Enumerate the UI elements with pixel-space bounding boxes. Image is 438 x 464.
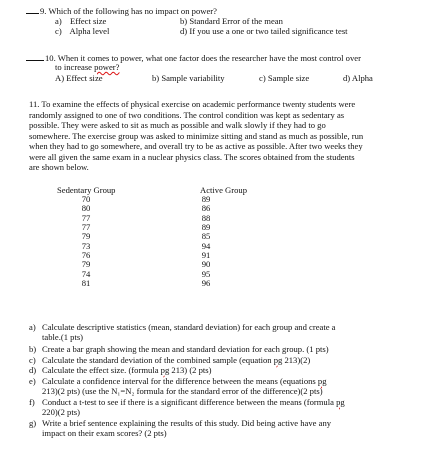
active-score: 91 (201, 250, 211, 261)
q9-option-c (55, 26, 109, 36)
question-10-line2 (55, 62, 119, 72)
part-f-letter: f) (29, 397, 35, 407)
answer-blank[interactable] (26, 52, 44, 61)
q11-line: are shown below. (29, 162, 89, 172)
q9-option-d (180, 26, 348, 36)
option-text: Alpha level (69, 26, 110, 36)
sedentary-score: 81 (81, 278, 91, 289)
q10-option-d (343, 73, 373, 83)
question-text: When it comes to power, what one factor does the researcher have the most control over (57, 53, 361, 63)
part-a-line1: Calculate descriptive statistics (mean, standard deviation) for each group and create a (42, 322, 336, 332)
question-number: 9. (40, 6, 47, 16)
active-score: 90 (201, 259, 211, 270)
option-text: Standard Error of the mean (189, 16, 283, 26)
question-text: to increase (55, 62, 95, 72)
part-c-letter: c) (29, 355, 36, 365)
question-number: 10. (45, 53, 56, 63)
option-text: Effect size (66, 73, 103, 83)
q10-option-a (55, 73, 103, 83)
active-header: Active Group (200, 185, 248, 195)
option-text: If you use a one or two tailed significance test (189, 26, 348, 36)
spellcheck-word: pg (336, 397, 345, 407)
sedentary-score: 76 (81, 250, 91, 261)
option-text: Alpha (351, 73, 373, 83)
q11-line: were all given the same exam in a nuclear physics class. The scores obtained from the students (29, 152, 355, 162)
spellcheck-word: pg (317, 376, 327, 386)
sedentary-score: 74 (81, 268, 91, 279)
option-letter: A) (55, 73, 65, 83)
part-c-text: Calculate the standard deviation of the combined sample (equation pg 213)(2) (42, 355, 311, 365)
option-letter: c) (259, 73, 266, 83)
option-letter: c) (55, 26, 62, 36)
option-text: Effect size (70, 16, 107, 26)
active-score: 94 (201, 240, 211, 251)
q10-option-c (259, 73, 309, 83)
part-g-line2: impact on their exam scores? (2 pts) (42, 428, 167, 438)
q9-option-b (180, 16, 283, 26)
part-a-letter: a) (29, 322, 36, 332)
part-a-line2: table.(1 pts) (42, 332, 84, 342)
sedentary-score: 79 (81, 231, 91, 242)
part-f-line1 (42, 397, 345, 407)
option-letter: a) (55, 16, 62, 26)
option-letter: d) (343, 73, 351, 83)
option-text: Sample variability (161, 73, 225, 83)
sedentary-score: 79 (81, 259, 91, 270)
part-g-letter: g) (29, 418, 37, 428)
part-d-line1 (42, 365, 212, 375)
active-column (198, 195, 214, 288)
sedentary-column (78, 195, 94, 288)
option-text: Sample size (267, 73, 310, 83)
part-d-letter: d) (29, 365, 37, 375)
spellcheck-word: power? (94, 62, 120, 72)
part-e-line1 (42, 376, 327, 386)
q10-option-b (152, 73, 225, 83)
part-e-text: Calculate a confidence interval for the difference between the means (equations pg (42, 376, 327, 386)
active-score: 89 (201, 222, 211, 233)
sedentary-score: 70 (81, 194, 91, 204)
option-letter: d) (180, 26, 188, 36)
sedentary-score: 77 (81, 212, 91, 223)
spellcheck-word: pg (273, 355, 283, 365)
part-g-line1: Write a brief sentence explaining the results of this study. Did being active have any (42, 418, 332, 428)
part-f-text: Conduct a t-test to see if there is a significant difference between the means (formula pg (42, 397, 345, 407)
sedentary-score: 73 (81, 240, 91, 251)
part-e-letter: e) (29, 376, 36, 386)
question-text: Which of the following has no impact on power? (48, 6, 217, 16)
option-letter: b) (152, 73, 160, 83)
q11-line: randomly assigned to one of two conditions. The control condition was kept as sedentary as (29, 110, 345, 120)
active-score: 89 (201, 194, 211, 204)
part-b-letter: b) (29, 344, 37, 354)
sedentary-header: Sedentary Group (57, 185, 116, 195)
part-f-line2: 220)(2 pts) (42, 407, 80, 417)
part-d-text: Calculate the effect size. (formula pg 213) (2 pts) (42, 365, 212, 375)
q11-line: 11. To examine the effects of physical exercise on academic performance twenty students were (29, 99, 356, 109)
question-9 (26, 5, 217, 16)
active-score: 96 (201, 278, 211, 289)
part-b-line1: Create a bar graph showing the mean and standard deviation for each group. (1 pts) (42, 344, 329, 354)
sedentary-score: 77 (81, 222, 91, 233)
sedentary-score: 80 (81, 203, 91, 214)
q11-line: somewhere. The exercise group was asked to minimize sitting and stand as much as possible, run (29, 131, 364, 141)
option-letter: b) (180, 16, 188, 26)
part-e-line2: 213)(2 pts) (use the N₁=N₂ formula for the standard error of the difference)(2 pts) (42, 386, 323, 396)
answer-blank[interactable] (26, 5, 39, 14)
active-score: 95 (201, 268, 211, 279)
part-c-line1 (42, 355, 310, 365)
q9-option-a (55, 16, 106, 26)
q11-line: when they had to go somewhere, and overall try to be as active as possible. After two weeks they (29, 141, 363, 151)
q11-line: possible. They were asked to sit as much as possible and walk slowly if they had to go (29, 120, 326, 130)
active-score: 86 (201, 203, 211, 214)
spellcheck-word: pg (160, 365, 170, 375)
active-score: 88 (201, 212, 211, 223)
active-score: 85 (201, 231, 211, 242)
